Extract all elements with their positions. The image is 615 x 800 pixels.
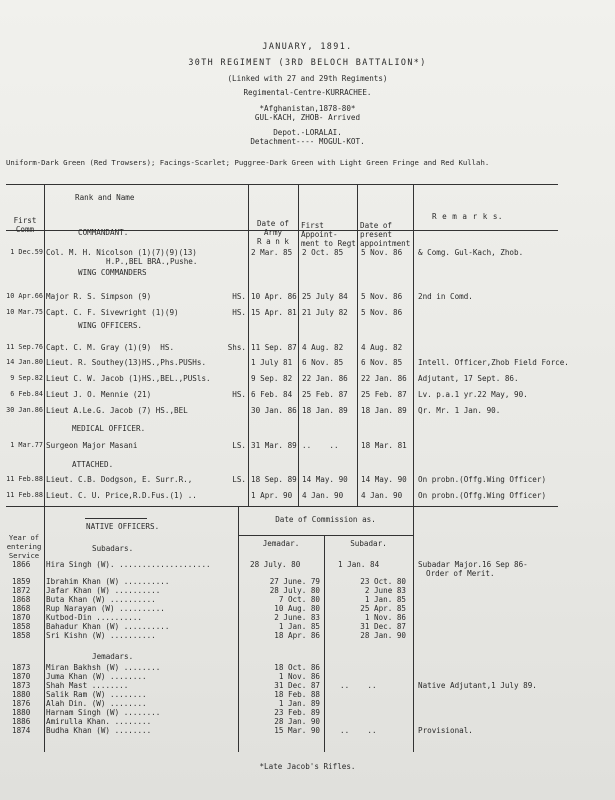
officer-comm-date: 10 Mar.75	[6, 308, 43, 316]
section-medical: MEDICAL OFFICER.	[72, 424, 146, 433]
officer-qualification: HS.	[232, 390, 246, 399]
officer-name: Lieut. R. Southey(13)HS.,Phs.PUSHs.	[46, 358, 207, 367]
officer-comm-date: 11 Feb.88	[6, 475, 43, 483]
native-name: Harnam Singh (W) ........	[46, 708, 161, 717]
section-commandant: COMMANDANT.	[78, 228, 129, 237]
officer-comm-date: 6 Feb.84	[10, 390, 43, 398]
officer-qualification: LS.	[232, 475, 246, 484]
native-name: Rup Narayan (W) ..........	[46, 604, 165, 613]
native-subadar-date: 1 Jan. 85	[364, 595, 406, 604]
commission-rule	[238, 535, 413, 536]
officer-army-rank-date: 31 Mar. 89	[251, 441, 297, 450]
native-remarks: Order of Merit.	[426, 569, 495, 578]
native-subadar-date: 28 Jan. 90	[360, 631, 406, 640]
officer-remarks: & Comg. Gul-Kach, Zhob.	[418, 248, 524, 257]
officer-army-rank-date: 18 Sep. 89	[251, 475, 297, 484]
officer-army-rank-date: 30 Jan. 86	[251, 406, 297, 415]
native-jemadar-date: 28 Jan. 90	[274, 717, 320, 726]
section-native-officers: NATIVE OFFICERS.	[86, 522, 160, 531]
officer-first-appointment: 6 Nov. 85	[302, 358, 344, 367]
col-divider-4	[357, 184, 358, 506]
table-top-rule	[6, 184, 558, 185]
native-year: 1876	[12, 699, 31, 708]
native-remarks: Provisional.	[418, 726, 473, 735]
native-jemadar-date: 28 July. 80	[269, 586, 320, 595]
officer-army-rank-date: 1 July 81	[251, 358, 293, 367]
officer-army-rank-date: 9 Sep. 82	[251, 374, 293, 383]
officer-first-appointment: 25 July 84	[302, 292, 348, 301]
native-name: Buta Khan (W) ..........	[46, 595, 156, 604]
native-year: 1870	[12, 613, 31, 622]
native-jemadar-date: 10 Aug. 80	[274, 604, 320, 613]
col-divider-sub	[324, 535, 325, 752]
native-underline	[85, 518, 147, 519]
native-subadar-date: 1 Jan. 84	[338, 560, 380, 569]
officer-army-rank-date: 15 Apr. 81	[251, 308, 297, 317]
native-subadar-date: 2 June 83	[364, 586, 406, 595]
subadar-heading: Subadar.	[350, 539, 387, 548]
regiment-title: 30TH REGIMENT (3RD BELOCH BATTALION*)	[188, 57, 427, 67]
officer-present-appointment: 5 Nov. 86	[361, 308, 403, 317]
col-divider-1	[44, 184, 45, 752]
officer-army-rank-date: 10 Apr. 86	[251, 292, 297, 301]
native-year: 1872	[12, 586, 31, 595]
depot: Depot.-LORALAI.	[273, 128, 342, 137]
native-name: Budha Khan (W) ........	[46, 726, 152, 735]
officer-qualification: HS.	[232, 292, 246, 301]
footnote: *Late Jacob's Rifles.	[259, 762, 356, 771]
native-jemadar-date: 27 June. 79	[269, 577, 320, 586]
officer-name-cont: H.P.,BEL BRA.,Pushe.	[106, 257, 198, 266]
native-year: 1874	[12, 726, 31, 735]
officer-name: Lieut. C.B. Dodgson, E. Surr.R.,	[46, 475, 193, 484]
officer-first-appointment: 25 Feb. 87	[302, 390, 348, 399]
native-jemadar-date: 18 Apr. 86	[274, 631, 320, 640]
officer-present-appointment: 18 Jan. 89	[361, 406, 407, 415]
officer-qualification: Shs.	[227, 343, 246, 352]
officer-first-appointment: 2 Oct. 85	[302, 248, 344, 257]
officer-first-appointment: 4 Jan. 90	[302, 491, 344, 500]
native-jemadar-date: 2 June. 83	[274, 613, 320, 622]
officer-army-rank-date: 6 Feb. 84	[251, 390, 293, 399]
officer-name: Col. M. H. Nicolson (1)(7)(9)(13)	[46, 248, 197, 257]
officer-present-appointment: 14 May. 90	[361, 475, 407, 484]
uniform-description: Uniform-Dark Green (Red Trowsers); Facings-Scarlet; Puggree-Dark Green with Light Green Fringe and Red Kullah.	[6, 158, 490, 167]
officer-present-appointment: 18 Mar. 81	[361, 441, 407, 450]
col-first-comm: First Comm	[13, 216, 37, 234]
native-subadar-date: .. ..	[340, 726, 377, 735]
officer-present-appointment: 6 Nov. 85	[361, 358, 403, 367]
station-arrived: GUL-KACH, ZHOB- Arrived	[254, 113, 361, 122]
officer-first-appointment: 4 Aug. 82	[302, 343, 344, 352]
officer-present-appointment: 4 Jan. 90	[361, 491, 403, 500]
officer-present-appointment: 5 Nov. 86	[361, 292, 403, 301]
officer-present-appointment: 25 Feb. 87	[361, 390, 407, 399]
native-rule	[6, 506, 558, 507]
native-jemadar-date: 1 Jan. 85	[278, 622, 320, 631]
officer-comm-date: 1 Mar.77	[10, 441, 43, 449]
col-divider-5	[413, 184, 414, 752]
officer-comm-date: 11 Sep.76	[6, 343, 43, 351]
native-name: Hira Singh (W). ....................	[46, 560, 211, 569]
col-rank-name: Rank and Name	[75, 193, 135, 202]
officer-name: Lieut J. O. Mennie (21)	[46, 390, 152, 399]
native-jemadar-date: 31 Dec. 87	[274, 681, 320, 690]
native-subadar-date: 1 Nov. 86	[364, 613, 406, 622]
native-name: Bahadur Khan (W) ..........	[46, 622, 170, 631]
native-subadar-date: 25 Apr. 85	[360, 604, 406, 613]
officer-name: Lieut A.Le.G. Jacob (7) HS.,BEL	[46, 406, 188, 415]
native-year: 1880	[12, 708, 31, 717]
native-jemadar-date: 23 Feb. 89	[274, 708, 320, 717]
native-year: 1858	[12, 622, 31, 631]
officer-name: Capt. C. M. Gray (1)(9) HS.	[46, 343, 175, 352]
native-name: Sri Kishn (W) ..........	[46, 631, 156, 640]
native-year: 1873	[12, 663, 31, 672]
officer-army-rank-date: 1 Apr. 90	[251, 491, 293, 500]
native-jemadar-date: 7 Oct. 80	[278, 595, 320, 604]
col-first-appointment: First Appoint- ment to Regt	[301, 221, 356, 248]
col-date-army-rank: Date of Army R a n k	[256, 219, 289, 246]
native-name: Kutbod-Din ..........	[46, 613, 143, 622]
officer-remarks: Qr. Mr. 1 Jan. 90.	[418, 406, 501, 415]
native-jemadar-date: 28 July. 80	[250, 560, 301, 569]
officer-comm-date: 10 Apr.66	[6, 292, 43, 300]
col-remarks: R e m a r k s.	[432, 212, 504, 221]
officer-army-rank-date: 2 Mar. 85	[251, 248, 293, 257]
officer-comm-date: 1 Dec.59	[10, 248, 43, 256]
section-wing-commanders: WING COMMANDERS	[78, 268, 147, 277]
native-year: 1859	[12, 577, 31, 586]
jemadar-heading: Jemadar.	[262, 539, 300, 548]
native-year: 1870	[12, 672, 31, 681]
officer-present-appointment: 5 Nov. 86	[361, 248, 403, 257]
native-jemadar-date: 18 Oct. 86	[274, 663, 320, 672]
regimental-centre: Regimental-Centre-KURRACHEE.	[243, 88, 372, 97]
native-subadar-date: 31 Dec. 87	[360, 622, 406, 631]
native-jemadar-date: 18 Feb. 88	[274, 690, 320, 699]
native-year: 1866	[12, 560, 31, 569]
native-name: Alah Din. (W) ........	[46, 699, 147, 708]
officer-name: Capt. C. F. Sivewright (1)(9)	[46, 308, 179, 317]
officer-first-appointment: 22 Jan. 86	[302, 374, 348, 383]
native-year: 1868	[12, 595, 31, 604]
officer-remarks: On probn.(Offg.Wing Officer)	[418, 475, 547, 484]
native-name: Juma Khan (W) ........	[46, 672, 147, 681]
native-year: 1858	[12, 631, 31, 640]
officer-present-appointment: 4 Aug. 82	[361, 343, 403, 352]
officer-first-appointment: 18 Jan. 89	[302, 406, 348, 415]
native-remarks: Native Adjutant,1 July 89.	[418, 681, 537, 690]
officer-qualification: LS.	[232, 441, 246, 450]
officer-name: Surgeon Major Masani	[46, 441, 138, 450]
officer-remarks: 2nd in Comd.	[418, 292, 473, 301]
subadars-label: Subadars.	[92, 544, 134, 553]
officer-army-rank-date: 11 Sep. 87	[251, 343, 297, 352]
native-name: Salik Ram (W) ........	[46, 690, 147, 699]
col-year-entering: Year of entering Service	[6, 533, 42, 560]
officer-qualification: HS.	[232, 308, 246, 317]
officer-name: Major R. S. Simpson (9)	[46, 292, 152, 301]
officer-comm-date: 9 Sep.82	[10, 374, 43, 382]
native-remarks: Subadar Major.16 Sep 86-	[418, 560, 528, 569]
native-jemadar-date: 1 Jan. 89	[278, 699, 320, 708]
officer-present-appointment: 22 Jan. 86	[361, 374, 407, 383]
linked-regiments: (Linked with 27 and 29th Regiments)	[227, 74, 388, 83]
jemadars-label: Jemadars.	[92, 652, 134, 661]
native-year: 1880	[12, 690, 31, 699]
officer-comm-date: 14 Jan.80	[6, 358, 43, 366]
detachment: Detachment---- MOGUL-KOT.	[250, 137, 365, 146]
native-name: Shah Mast ........	[46, 681, 129, 690]
officer-name: Lieut. C. U. Price,R.D.Fus.(1) ..	[46, 491, 197, 500]
officer-comm-date: 11 Feb.88	[6, 491, 43, 499]
native-jemadar-date: 1 Nov. 86	[278, 672, 320, 681]
section-attached: ATTACHED.	[72, 460, 114, 469]
report-date: JANUARY, 1891.	[262, 41, 353, 51]
native-name: Jafar Khan (W) ..........	[46, 586, 161, 595]
col-divider-3	[298, 184, 299, 506]
col-date-present: Date of present appointment	[360, 221, 411, 248]
native-name: Miran Bakhsh (W) ........	[46, 663, 161, 672]
officer-remarks: Adjutant, 17 Sept. 86.	[418, 374, 519, 383]
native-year: 1868	[12, 604, 31, 613]
officer-remarks: On probn.(Offg.Wing Officer)	[418, 491, 547, 500]
native-subadar-date: .. ..	[340, 681, 377, 690]
commission-heading: Date of Commission as.	[275, 515, 376, 524]
officer-first-appointment: 21 July 82	[302, 308, 348, 317]
officer-comm-date: 30 Jan.86	[6, 406, 43, 414]
native-name: Ibrahim Khan (W) ..........	[46, 577, 170, 586]
officer-first-appointment: .. ..	[302, 441, 339, 450]
native-year: 1886	[12, 717, 31, 726]
native-subadar-date: 23 Oct. 80	[360, 577, 406, 586]
section-wing-officers: WING OFFICERS.	[78, 321, 143, 330]
native-jemadar-date: 15 Mar. 90	[274, 726, 320, 735]
officer-remarks: Lv. p.a.1 yr.22 May, 90.	[418, 390, 528, 399]
native-name: Amirulla Khan. ........	[46, 717, 152, 726]
officer-remarks: Intell. Officer,Zhob Field Force.	[418, 358, 569, 367]
officer-first-appointment: 14 May. 90	[302, 475, 348, 484]
native-year: 1873	[12, 681, 31, 690]
campaign-service: *Afghanistan,1878-80*	[259, 104, 356, 113]
officer-name: Lieut C. W. Jacob (1)HS.,BEL.,PUSls.	[46, 374, 211, 383]
